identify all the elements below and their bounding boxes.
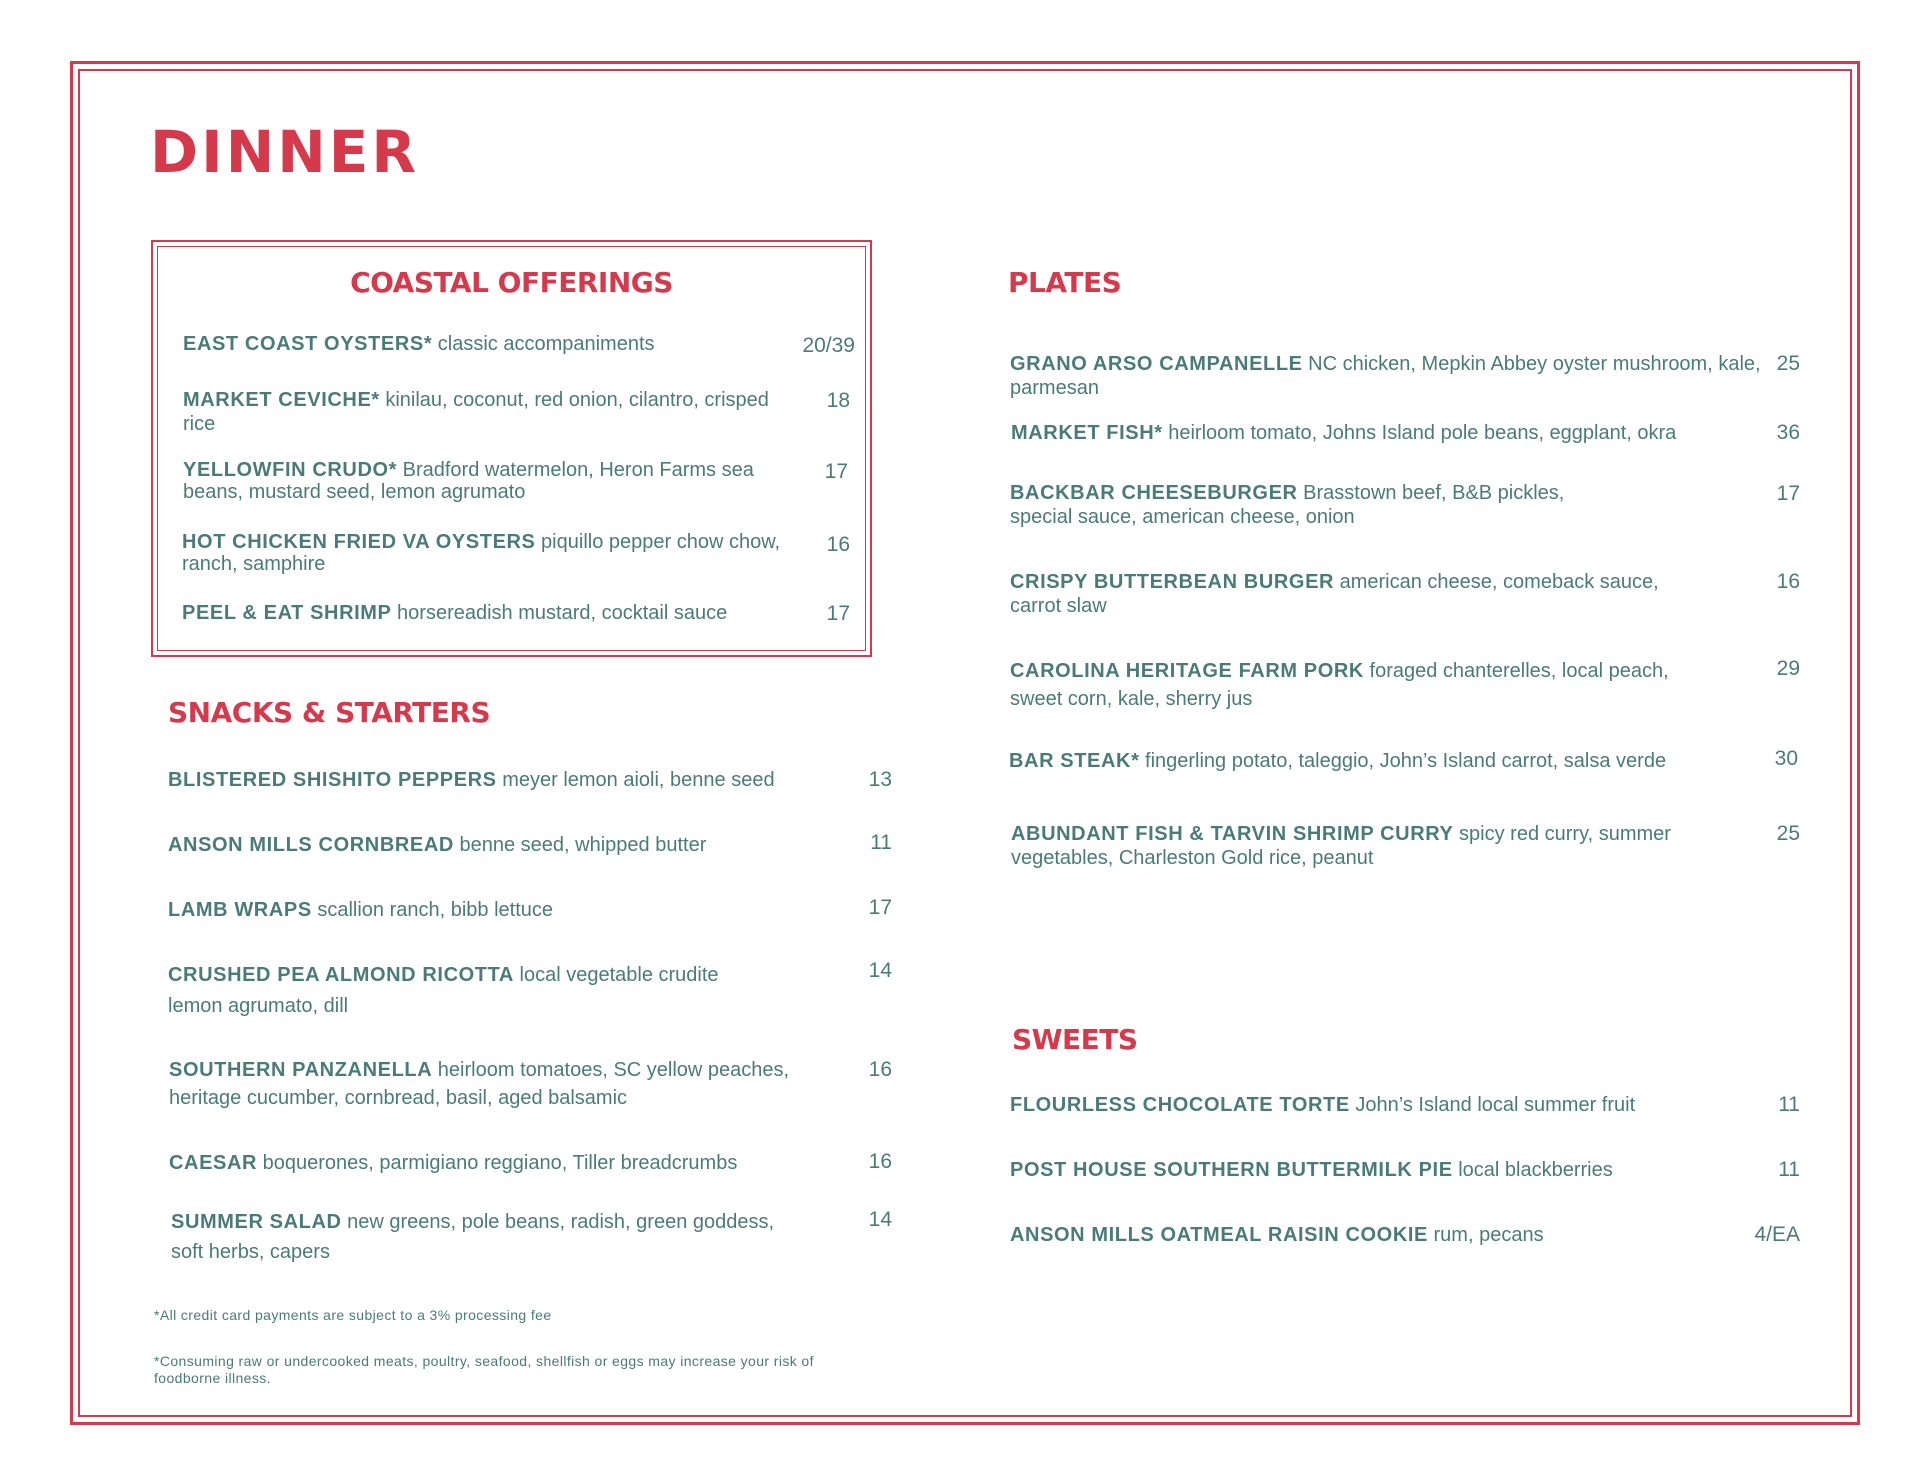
coastal-offerings-heading: COASTAL OFFERINGS — [350, 266, 673, 299]
menu-item-price: 13 — [868, 768, 892, 791]
menu-item: SUMMER SALAD new greens, pole beans, radish, green goddess, soft herbs, capers — [171, 1211, 775, 1263]
menu-item-price: 30 — [1774, 747, 1798, 770]
menu-item: BACKBAR CHEESEBURGER Brasstown beef, B&B pickles, special sauce, american cheese, onion — [1010, 482, 1565, 528]
menu-item-price: 29 — [1776, 657, 1800, 680]
menu-item: ANSON MILLS OATMEAL RAISIN COOKIE rum, pecans — [1010, 1224, 1544, 1246]
menu-item-price: 14 — [868, 959, 892, 982]
menu-item: FLOURLESS CHOCOLATE TORTE John’s Island local summer fruit — [1010, 1094, 1636, 1116]
menu-item-price: 36 — [1776, 421, 1800, 444]
menu-item: MARKET CEVICHE* kinilau, coconut, red onion, cilantro, crisped rice — [183, 389, 769, 435]
menu-item-price: 17 — [1776, 482, 1800, 505]
menu-item: MARKET FISH* heirloom tomato, Johns Island pole beans, eggplant, okra — [1011, 422, 1677, 444]
menu-item-price: 16 — [1776, 570, 1800, 593]
snacks-heading: SNACKS & STARTERS — [168, 696, 491, 729]
coastal-offerings-box — [151, 240, 872, 657]
menu-item: ABUNDANT FISH & TARVIN SHRIMP CURRY spicy red curry, summer vegetables, Charleston Gold rice, peanut — [1011, 823, 1671, 869]
menu-item: YELLOWFIN CRUDO* Bradford watermelon, Heron Farms sea beans, mustard seed, lemon agrumato — [183, 459, 754, 503]
menu-title: DINNER — [150, 118, 420, 186]
raw-food-warning: *Consuming raw or undercooked meats, poultry, seafood, shellfish or eggs may increase your risk of foodborne illness. — [154, 1353, 814, 1386]
menu-item: POST HOUSE SOUTHERN BUTTERMILK PIE local blackberries — [1010, 1159, 1613, 1181]
menu-item: EAST COAST OYSTERS* classic accompaniments — [183, 333, 655, 355]
menu-item: CRISPY BUTTERBEAN BURGER american cheese, comeback sauce, carrot slaw — [1010, 571, 1659, 617]
menu-item: BAR STEAK* fingerling potato, taleggio, John’s Island carrot, salsa verde — [1009, 750, 1667, 772]
menu-item-price: 17 — [868, 896, 892, 919]
menu-item-price: 18 — [826, 389, 850, 412]
menu-item: ANSON MILLS CORNBREAD benne seed, whipped butter — [168, 834, 707, 856]
menu-item: CAROLINA HERITAGE FARM PORK foraged chanterelles, local peach, sweet corn, kale, sherry jus — [1010, 660, 1669, 710]
menu-item: CRUSHED PEA ALMOND RICOTTA local vegetable crudite lemon agrumato, dill — [168, 964, 719, 1017]
menu-item-price: 20/39 — [802, 334, 855, 357]
menu-item-price: 11 — [1778, 1093, 1800, 1116]
menu-item: GRANO ARSO CAMPANELLE NC chicken, Mepkin Abbey oyster mushroom, kale, parmesan — [1010, 353, 1761, 399]
menu-item-price: 16 — [868, 1150, 892, 1173]
menu-item-price: 17 — [826, 602, 850, 625]
menu-item: LAMB WRAPS scallion ranch, bibb lettuce — [168, 899, 554, 921]
menu-item-price: 14 — [868, 1208, 892, 1231]
processing-fee-note: *All credit card payments are subject to a 3% processing fee — [154, 1307, 552, 1323]
menu-item: BLISTERED SHISHITO PEPPERS meyer lemon aioli, benne seed — [168, 769, 775, 791]
menu-item: SOUTHERN PANZANELLA heirloom tomatoes, SC yellow peaches, heritage cucumber, cornbread, basil, aged balsamic — [169, 1059, 790, 1109]
sweets-heading: SWEETS — [1012, 1023, 1138, 1056]
menu-item-price: 11 — [1778, 1158, 1800, 1181]
menu-item-price: 17 — [824, 460, 848, 483]
menu-item: HOT CHICKEN FRIED VA OYSTERS piquillo pepper chow chow, ranch, samphire — [182, 531, 781, 575]
menu-item-price: 25 — [1776, 352, 1800, 375]
menu-item: PEEL & EAT SHRIMP horsereadish mustard, cocktail sauce — [182, 602, 728, 624]
menu-item-price: 25 — [1776, 822, 1800, 845]
plates-heading: PLATES — [1008, 266, 1122, 299]
menu-item-price: 11 — [870, 831, 892, 854]
menu-item: CAESAR boquerones, parmigiano reggiano, Tiller breadcrumbs — [169, 1152, 738, 1174]
menu-item-price: 4/EA — [1754, 1223, 1800, 1246]
menu-item-price: 16 — [826, 533, 850, 556]
menu-item-price: 16 — [868, 1058, 892, 1081]
